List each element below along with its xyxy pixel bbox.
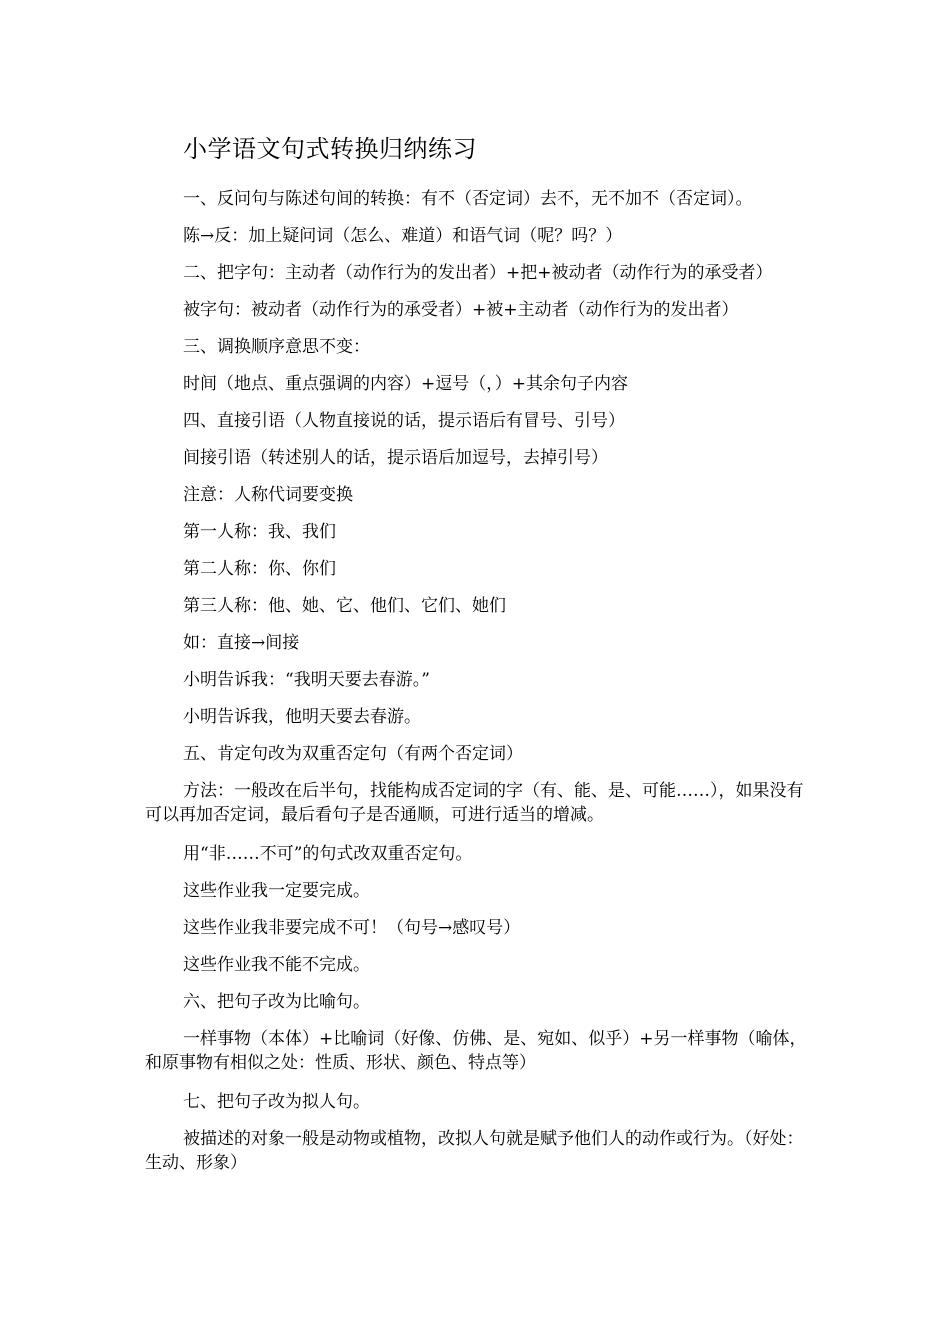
line-direct-example: 小明告诉我：“我明天要去春游。” [183,670,430,690]
line-section-3-rule: 时间（地点、重点强调的内容）+逗号（，）+其余句子内容 [183,374,628,394]
line-bei-sentence: 被字句：被动者（动作行为的承受者）+被+主动者（动作行为的发出者） [183,300,739,320]
line-example-fei-buke: 这些作业我非要完成不可！（句号→感叹号） [183,918,521,938]
line-indirect-speech: 间接引语（转述别人的话，提示语后加逗号，去掉引号） [183,448,608,468]
line-section-2-ba-sentence: 二、把字句：主动者（动作行为的发出者）+把+被动者（动作行为的承受者） [183,263,773,283]
line-section-4-direct-speech: 四、直接引语（人物直接说的话，提示语后有冒号、引号） [183,411,625,431]
line-section-5-heading: 五、肯定句改为双重否定句（有两个否定词） [183,744,523,764]
line-section-3-heading: 三、调换顺序意思不变： [183,337,370,357]
line-section-1-heading: 一、反问句与陈述句间的转换：有不（否定词）去不，无不加不（否定词）。 [183,189,753,209]
paragraph-section-7-rule: 被描述的对象一般是动物或植物，改拟人句就是赋予他们人的动作或行为。（好处：生动、形象） [145,1129,804,1173]
line-indirect-example: 小明告诉我，他明天要去春游。 [183,707,421,727]
line-example-original: 这些作业我一定要完成。 [183,881,370,901]
line-section-6-heading: 六、把句子改为比喻句。 [183,992,370,1012]
line-second-person: 第二人称：你、你们 [183,559,336,579]
line-statement-to-question: 陈→反：加上疑问词（怎么、难道）和语气词（呢？吗？） [183,226,623,246]
line-third-person: 第三人称：他、她、它、他们、它们、她们 [183,596,506,616]
line-example-label: 如：直接→间接 [183,633,300,653]
line-example-double-negative: 这些作业我不能不完成。 [183,955,370,975]
line-section-7-heading: 七、把句子改为拟人句。 [183,1092,370,1112]
line-first-person: 第一人称：我、我们 [183,522,336,542]
paragraph-section-6-rule: 一样事物（本体）+比喻词（好像、仿佛、是、宛如、似乎）+另一样事物（喻体，和原事物有相似之处：性质、形状、颜色、特点等） [145,1029,807,1073]
paragraph-section-5-method: 方法：一般改在后半句，找能构成否定词的字（有、能、是、可能……），如果没有可以再加否定词，最后看句子是否通顺，可进行适当的增减。 [145,781,804,825]
line-pronoun-note: 注意：人称代词要变换 [183,485,353,505]
line-fei-buke-pattern: 用“非……不可”的句式改双重否定句。 [183,844,473,864]
document-title: 小学语文句式转换归纳练习 [183,135,477,163]
